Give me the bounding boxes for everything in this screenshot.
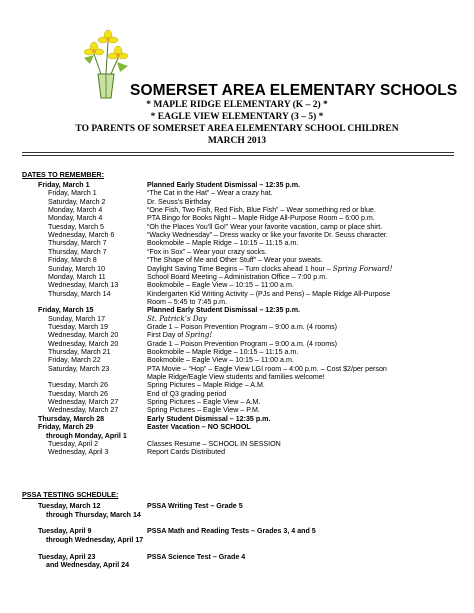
row-date: Tuesday, March 26: [48, 381, 108, 390]
row-date: Thursday, March 14: [48, 289, 111, 298]
row-date: Sunday, March 17: [48, 314, 106, 323]
row-event-text: “Oh the Places You’ll Go!” Wear your favorite vacation, camp or place shirt.: [147, 222, 383, 231]
row-event: [147, 206, 376, 214]
row-event: [147, 502, 243, 510]
row-date: Friday, March 1: [48, 189, 97, 198]
row-event: [147, 356, 294, 364]
row-date: Tuesday, April 9: [38, 527, 92, 536]
row-event: [147, 440, 281, 448]
row-date: Friday, March 1: [38, 181, 90, 189]
row-event-text: Spring Pictures – Eagle View – P.M.: [147, 406, 260, 415]
row-event-text: “One Fish, Two Fish, Red Fish, Blue Fish” – Wear something red or blue.: [147, 206, 376, 215]
row-event-text: Dr. Seuss’s Birthday: [147, 197, 211, 206]
row-event-text: Spring Pictures – Eagle View – A.M.: [147, 398, 261, 407]
row-continuation: Room – 5:45 to 7:45 p.m.: [147, 297, 228, 306]
row-date: Wednesday, March 20: [48, 339, 119, 348]
row-event-text: Report Cards Distributed: [147, 448, 226, 457]
row-event-text: End of Q3 grading period: [147, 389, 227, 398]
row-date: Thursday, March 7: [48, 247, 107, 256]
row-event: [147, 189, 273, 197]
row-event-text: PSSA Math and Reading Tests – Grades 3, 4 and 5: [147, 527, 316, 536]
row-event: [147, 273, 327, 281]
row-event-script: Spring Forward!: [332, 263, 393, 273]
daffodil-vase-logo: [84, 28, 128, 100]
row-continuation: through Thursday, March 14: [46, 510, 141, 519]
row-event: [147, 231, 388, 239]
row-event: [147, 365, 387, 373]
row-event: [147, 331, 212, 339]
row-event-text: Kindergarten Kid Writing Activity – (PJs and Pens) – Maple Ridge All-Purpose: [147, 289, 391, 298]
row-event: [147, 181, 300, 189]
row-event-text: School Board Meeting – Administration Office – 7:00 p.m.: [147, 272, 328, 281]
page-title: SOMERSET AREA ELEMENTARY SCHOOLS: [130, 82, 458, 99]
row-event-text: Easter Vacation – NO SCHOOL: [147, 423, 251, 432]
pssa-heading: PSSA TESTING SCHEDULE:: [22, 490, 119, 499]
row-event-text: “The Cat in the Hat” – Wear a crazy hat.: [147, 189, 273, 198]
row-event-text: PSSA Science Test – Grade 4: [147, 552, 246, 561]
row-date: Tuesday, March 12: [38, 502, 101, 510]
row-date: Wednesday, April 3: [48, 448, 109, 457]
row-date: Monday, March 4: [48, 214, 103, 223]
row-event: [147, 381, 265, 389]
row-event: [147, 423, 251, 431]
row-event-text: Bookmobile – Maple Ridge – 10:15 – 11:15 a.m.: [147, 348, 299, 356]
row-event-text: Bookmobile – Maple Ridge – 10:15 – 11:15 a.m.: [147, 239, 299, 248]
row-date: Wednesday, March 27: [48, 398, 119, 407]
row-event: [147, 198, 211, 206]
row-date: Tuesday, March 26: [48, 389, 108, 398]
audience-line: TO PARENTS OF SOMERSET AREA ELEMENTARY SCHOOL CHILDREN: [75, 124, 399, 134]
row-date: Sunday, March 10: [48, 264, 106, 273]
eagle-view-subtitle: * EAGLE VIEW ELEMENTARY (3 – 5) *: [150, 112, 324, 122]
row-date: Tuesday, March 19: [48, 322, 108, 331]
row-event: [147, 398, 260, 406]
maple-ridge-subtitle: * MAPLE RIDGE ELEMENTARY (K – 2) *: [146, 100, 328, 110]
row-event-text: Spring Pictures – Maple Ridge – A.M.: [147, 381, 265, 390]
row-event-text: Bookmobile – Eagle View – 10:15 – 11:00 a.m.: [147, 281, 294, 290]
row-event-text: “Fox in Sox” – Wear your crazy socks.: [147, 247, 267, 256]
row-event: [147, 390, 226, 398]
header-divider-second: [22, 155, 454, 156]
row-event: [147, 248, 267, 256]
row-continuation: through Monday, April 1: [46, 431, 127, 440]
row-event-script: Spring!: [185, 330, 213, 340]
row-date: Tuesday, April 23: [38, 552, 96, 561]
row-event-text: PTA Movie – “Hop” – Eagle View LGI room – 4:00 p.m. – Cost $2/per person: [147, 364, 387, 373]
row-date: Thursday, March 7: [48, 239, 107, 248]
row-event: [147, 415, 270, 423]
row-date: Wednesday, March 20: [48, 331, 119, 340]
row-date: Tuesday, March 5: [48, 222, 104, 231]
row-date: Tuesday, April 2: [48, 439, 99, 448]
row-event: [147, 214, 375, 222]
row-event-text: PSSA Writing Test – Grade 5: [147, 502, 243, 510]
row-date: Saturday, March 23: [48, 364, 110, 373]
row-event-text: “Wacky Wednesday” – Dress wacky or like your favorite Dr. Seuss character.: [147, 231, 388, 240]
row-event-text: Early Student Dismissal – 12:35 p.m.: [147, 414, 271, 423]
row-continuation: Maple Ridge/Eagle View students and families welcome!: [147, 373, 325, 382]
row-event-text: Bookmobile – Eagle View – 10:15 – 11:00 a.m.: [147, 356, 294, 365]
row-event-text: Planned Early Student Dismissal – 12:35 p.m.: [147, 306, 300, 315]
header-divider: [22, 152, 454, 153]
row-date: Monday, March 4: [48, 206, 103, 215]
row-event-text: PTA Bingo for Books Night – Maple Ridge All-Purpose Room – 6:00 p.m.: [147, 214, 375, 223]
row-date: Friday, March 8: [48, 256, 97, 265]
row-date: Wednesday, March 13: [48, 281, 119, 290]
row-event-text: Grade 1 – Poison Prevention Program – 9:00 a.m. (4 rooms): [147, 339, 338, 348]
dates-heading: DATES TO REMEMBER:: [22, 170, 104, 179]
row-event: [147, 281, 294, 289]
row-event: [147, 553, 245, 561]
row-event-text: Daylight Saving Time Begins – Turn clocks ahead 1 hour –: [147, 264, 333, 273]
row-event: [147, 448, 225, 456]
row-event: [147, 527, 316, 535]
row-date: Thursday, March 28: [38, 414, 105, 423]
row-event-text: Classes Resume – SCHOOL IN SESSION: [147, 439, 281, 448]
row-event: [147, 340, 337, 348]
row-event: [147, 315, 207, 323]
row-date: Wednesday, March 6: [48, 231, 115, 240]
month-line: MARCH 2013: [207, 136, 267, 146]
row-event: [147, 348, 298, 356]
row-date: Friday, March 15: [38, 306, 94, 315]
row-event: [147, 239, 298, 247]
row-event-text: “The Shape of Me and Other Stuff” – Wear your sweats.: [147, 256, 323, 265]
row-date: Friday, March 29: [38, 423, 94, 432]
row-event-text: Planned Early Student Dismissal – 12:35 p.m.: [147, 181, 300, 189]
row-event: [147, 290, 390, 298]
row-date: Friday, March 22: [48, 356, 101, 365]
row-event: [147, 265, 392, 273]
row-date: Monday, March 11: [48, 272, 106, 281]
row-event: [147, 256, 323, 264]
row-continuation: and Wednesday, April 24: [46, 561, 130, 570]
row-date: Wednesday, March 27: [48, 406, 119, 415]
row-event-script: St. Patrick’s Day: [147, 313, 207, 323]
row-event: [147, 406, 260, 414]
row-date: Saturday, March 2: [48, 197, 106, 206]
row-event-text: Grade 1 – Poison Prevention Program – 9:00 a.m. (4 rooms): [147, 322, 338, 331]
row-event-text: First Day of: [147, 331, 186, 340]
row-date: Thursday, March 21: [48, 348, 111, 356]
row-event: [147, 223, 382, 231]
row-continuation: through Wednesday, April 17: [46, 536, 144, 544]
